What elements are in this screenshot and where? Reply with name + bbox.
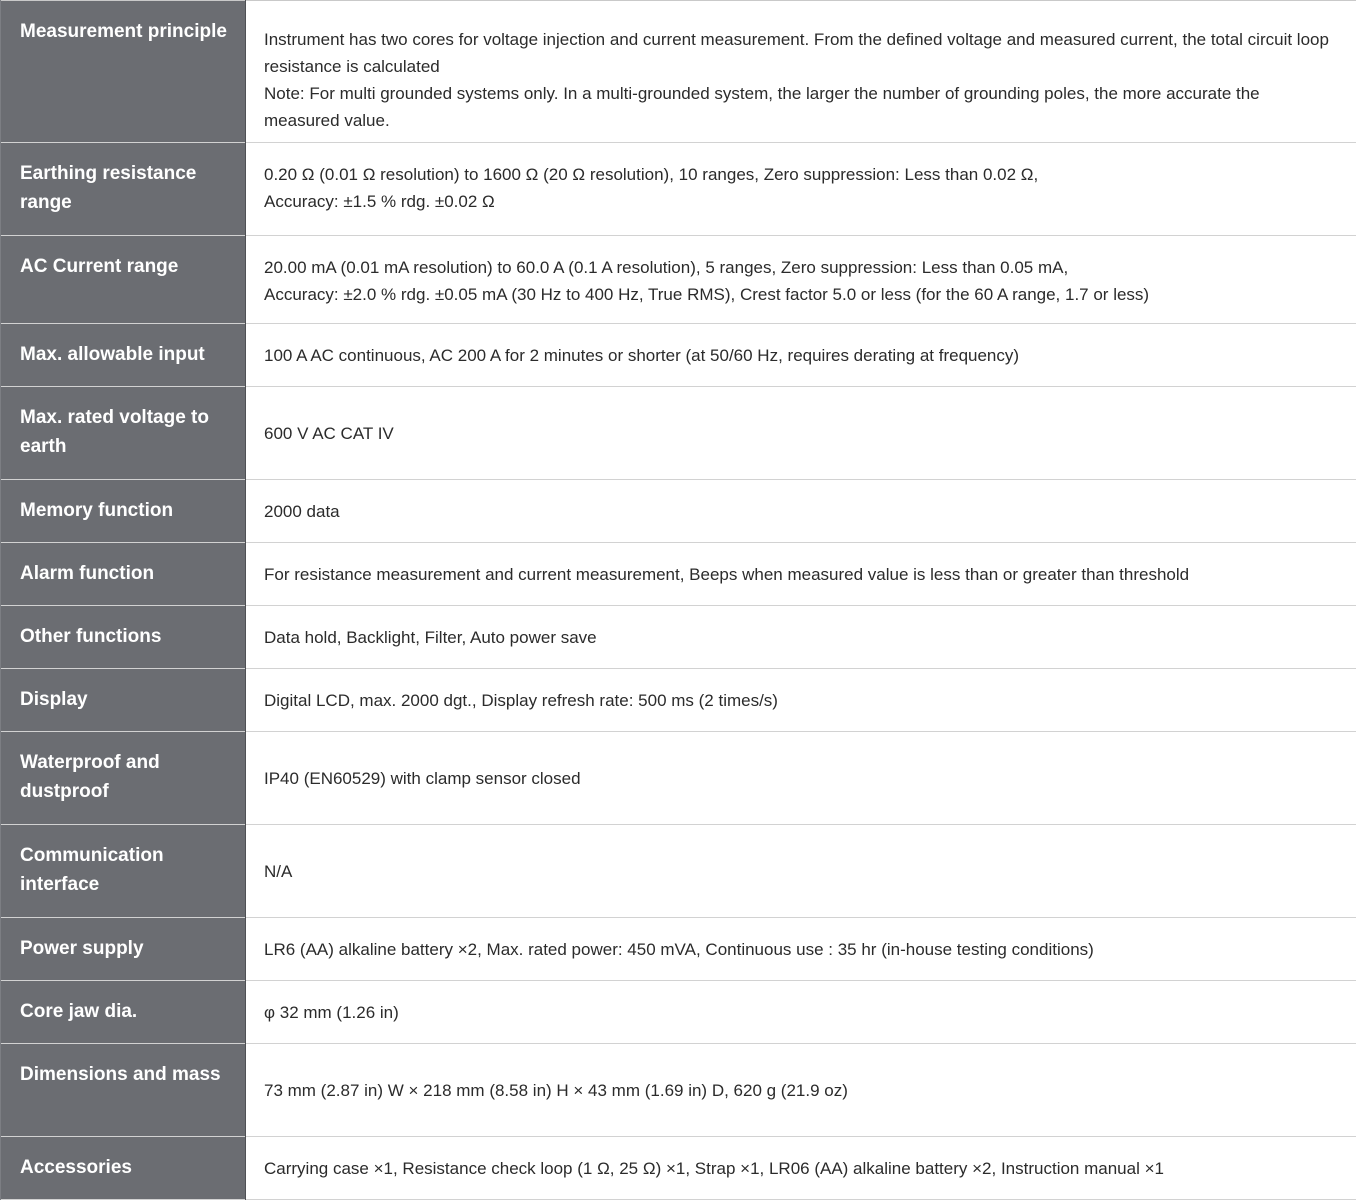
spec-value: 2000 data bbox=[246, 480, 1356, 543]
spec-label: Max. allowable input bbox=[1, 324, 246, 387]
spec-row-max-rated-voltage bbox=[1, 387, 1356, 480]
spec-row-max-allowable-input bbox=[1, 324, 1356, 387]
spec-label: Measurement principle bbox=[1, 1, 246, 143]
spec-label: AC Current range bbox=[1, 236, 246, 324]
spec-label: Alarm function bbox=[1, 543, 246, 606]
spec-value-line: Note: For multi grounded systems only. In a multi-grounded system, the larger the number of grounding poles, the more accurate the measured value. bbox=[264, 83, 1260, 130]
spec-value bbox=[246, 143, 1356, 236]
spec-row-alarm-function bbox=[1, 543, 1356, 606]
spec-label: Power supply bbox=[1, 918, 246, 981]
spec-label: Display bbox=[1, 669, 246, 732]
spec-label: Dimensions and mass bbox=[1, 1044, 246, 1137]
spec-label: Core jaw dia. bbox=[1, 981, 246, 1044]
spec-value-line: Instrument has two cores for voltage injection and current measurement. From the defined voltage and measured current, the total circuit loop resistance is calculated bbox=[264, 29, 1329, 76]
spec-row-accessories bbox=[1, 1137, 1356, 1200]
spec-label: Memory function bbox=[1, 480, 246, 543]
spec-value: Data hold, Backlight, Filter, Auto power save bbox=[246, 606, 1356, 669]
spec-value: 100 A AC continuous, AC 200 A for 2 minutes or shorter (at 50/60 Hz, requires derating at frequency) bbox=[246, 324, 1356, 387]
spec-label: Communication interface bbox=[1, 825, 246, 918]
spec-value bbox=[246, 236, 1356, 324]
spec-row-memory-function bbox=[1, 480, 1356, 543]
spec-value-line: Accuracy: ±2.0 % rdg. ±0.05 mA (30 Hz to 400 Hz, True RMS), Crest factor 5.0 or less (for the 60 A range, 1.7 or less) bbox=[264, 285, 1150, 304]
spec-row-measurement-principle bbox=[1, 1, 1356, 143]
spec-row-power-supply bbox=[1, 918, 1356, 981]
spec-label: Other functions bbox=[1, 606, 246, 669]
spec-value: φ 32 mm (1.26 in) bbox=[246, 981, 1356, 1044]
spec-label: Earthing resistance range bbox=[1, 143, 246, 236]
spec-value: For resistance measurement and current measurement, Beeps when measured value is less than or greater than threshold bbox=[246, 543, 1356, 606]
spec-row-other-functions bbox=[1, 606, 1356, 669]
spec-row-ac-current-range bbox=[1, 236, 1356, 324]
spec-label: Max. rated voltage to earth bbox=[1, 387, 246, 480]
spec-row-core-jaw-dia bbox=[1, 981, 1356, 1044]
spec-value: 600 V AC CAT IV bbox=[246, 387, 1356, 480]
spec-value: N/A bbox=[246, 825, 1356, 918]
spec-row-waterproof bbox=[1, 732, 1356, 825]
spec-row-earthing-resistance-range bbox=[1, 143, 1356, 236]
spec-label: Waterproof and dustproof bbox=[1, 732, 246, 825]
spec-value: IP40 (EN60529) with clamp sensor closed bbox=[246, 732, 1356, 825]
spec-label: Accessories bbox=[1, 1137, 246, 1200]
spec-row-display bbox=[1, 669, 1356, 732]
spec-value bbox=[246, 1, 1356, 143]
spec-value: 73 mm (2.87 in) W × 218 mm (8.58 in) H × 43 mm (1.69 in) D, 620 g (21.9 oz) bbox=[246, 1044, 1356, 1137]
spec-row-dimensions-mass bbox=[1, 1044, 1356, 1137]
spec-value: Digital LCD, max. 2000 dgt., Display refresh rate: 500 ms (2 times/s) bbox=[246, 669, 1356, 732]
spec-value-line: 20.00 mA (0.01 mA resolution) to 60.0 A (0.1 A resolution), 5 ranges, Zero suppression: Less than 0.05 mA, bbox=[264, 258, 1069, 277]
spec-value-line: Accuracy: ±1.5 % rdg. ±0.02 Ω bbox=[264, 192, 495, 211]
spec-value: Carrying case ×1, Resistance check loop (1 Ω, 25 Ω) ×1, Strap ×1, LR06 (AA) alkaline battery ×2, Instruction manual ×1 bbox=[246, 1137, 1356, 1200]
spec-value-line: 0.20 Ω (0.01 Ω resolution) to 1600 Ω (20 Ω resolution), 10 ranges, Zero suppression: Less than 0.02 Ω, bbox=[264, 165, 1039, 184]
spec-value: LR6 (AA) alkaline battery ×2, Max. rated power: 450 mVA, Continuous use : 35 hr (in-house testing conditions) bbox=[246, 918, 1356, 981]
spec-row-communication-interface bbox=[1, 825, 1356, 918]
